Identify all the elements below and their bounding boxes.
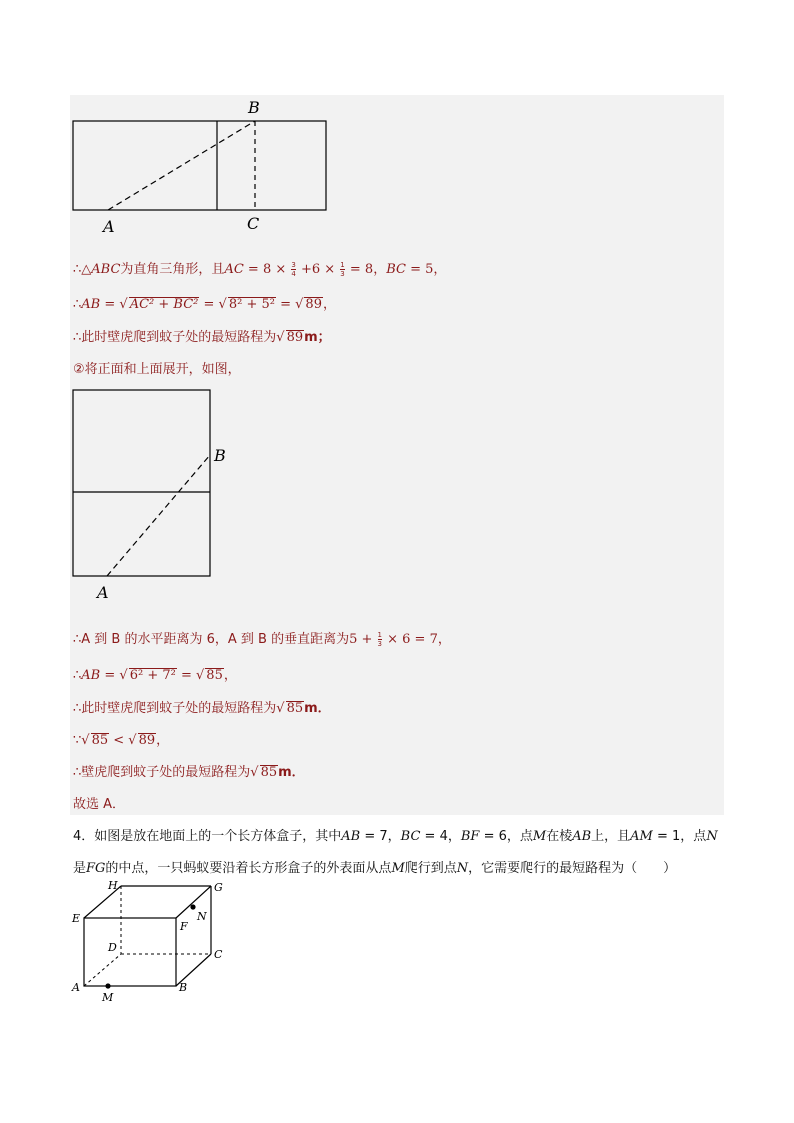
math: M: [532, 829, 547, 844]
math: AB: [341, 829, 361, 844]
label-d: D: [108, 941, 117, 954]
radicand: 85: [260, 765, 278, 780]
math: ABC: [91, 262, 121, 277]
solution-line-7: ∴此时壁虎爬到蚊子处的最短路程为√ 85m．: [73, 701, 331, 716]
text: ∴△: [73, 262, 92, 277]
point-n: [190, 904, 195, 909]
text: ∴此时壁虎爬到蚊子处的最短路程为: [73, 330, 277, 345]
label-h: H: [108, 879, 118, 892]
text: = 6，点: [479, 829, 533, 844]
point-m: [105, 983, 110, 988]
text: 上，且: [591, 829, 631, 844]
radicand: 8² + 5²: [228, 297, 275, 312]
math: AB: [81, 668, 101, 683]
text: 在棱: [546, 829, 573, 844]
math: AB: [81, 297, 101, 312]
math: N: [456, 861, 469, 876]
text: ∴: [73, 297, 82, 312]
denominator: 3: [340, 270, 345, 278]
math: =: [199, 297, 219, 312]
math: BC: [386, 262, 406, 277]
math: =: [100, 297, 120, 312]
text: ∴: [73, 668, 82, 683]
math: M: [391, 861, 405, 876]
label-a: A: [97, 583, 109, 602]
text: ∴此时壁虎爬到蚊子处的最短路程为: [73, 701, 277, 716]
text: ∴A 到 B 的水平距离为 6，A 到 B 的垂直距离为: [73, 632, 350, 647]
front-face: [84, 918, 176, 986]
math: AB: [572, 829, 592, 844]
math: =: [100, 668, 120, 683]
label-f: F: [180, 920, 188, 933]
text: ，它需要爬行的最短路程为（ ）: [468, 861, 677, 876]
label-c: C: [247, 214, 260, 233]
text: ，: [156, 733, 170, 748]
solution-line-9: ∴壁虎爬到蚊子处的最短路程为√ 85m．: [73, 765, 305, 780]
text: 的中点，一只蚂蚁要沿着长方形盒子的外表面从点: [105, 861, 392, 876]
label-b: B: [248, 98, 260, 117]
math: BF: [460, 829, 480, 844]
math: FG: [86, 861, 106, 876]
math: = 8 ×: [243, 262, 291, 277]
radicand: 89: [138, 733, 156, 748]
solution-line-3: ∴此时壁虎爬到蚊子处的最短路程为√ 89m；: [73, 330, 331, 345]
radicand: 85: [206, 668, 223, 683]
text: 是: [73, 861, 87, 876]
denominator: 4: [291, 270, 296, 278]
math: +6 ×: [296, 262, 340, 277]
radicand: 85: [286, 701, 304, 716]
text: 4．如图是放在地面上的一个长方体盒子，其中: [73, 829, 342, 844]
text: ，: [223, 668, 237, 683]
math: = 5，: [405, 262, 447, 277]
label-e: E: [72, 912, 81, 925]
radicand: 89: [305, 297, 322, 312]
math: 5 +: [349, 632, 377, 647]
math: BC: [400, 829, 421, 844]
radicand: 85: [91, 733, 109, 748]
label-m: M: [102, 991, 114, 1004]
numerator: 1: [340, 261, 345, 269]
label-n: N: [197, 910, 207, 923]
text: 爬行到点: [404, 861, 457, 876]
numerator: 1: [377, 631, 382, 639]
label-g: G: [214, 881, 223, 894]
numerator: 3: [291, 261, 296, 269]
label-c: C: [214, 948, 223, 961]
math: AM: [630, 829, 653, 844]
text: ∵: [73, 733, 82, 748]
unit: m．: [278, 765, 305, 780]
label-b: B: [214, 446, 226, 465]
unit: m；: [304, 330, 331, 345]
math: × 6 = 7，: [383, 632, 451, 647]
label-a: A: [72, 981, 80, 994]
solution-line-8: ∵√ 85 < √ 89，: [73, 733, 170, 748]
unit: m．: [304, 701, 331, 716]
math: =: [275, 297, 296, 312]
math: N: [706, 829, 718, 844]
label-b: B: [179, 981, 188, 994]
radicand: 89: [286, 330, 304, 345]
solution-line-2: ∴AB = √ AC² + BC² = √ 8² + 5² = √ 89，: [73, 297, 336, 312]
radicand: AC² + BC²: [129, 297, 199, 312]
edge-ad: [84, 954, 121, 986]
denominator: 3: [377, 640, 382, 648]
text: 故选 A．: [73, 797, 126, 812]
text: = 1，点: [652, 829, 707, 844]
text: 为直角三角形，且: [120, 262, 225, 277]
math: <: [109, 733, 129, 748]
math: AC: [224, 262, 244, 277]
math: =: [176, 668, 196, 683]
solution-line-6: ∴AB = √ 6² + 7² = √ 85，: [73, 668, 237, 683]
text: ②将正面和上面展开，如图，: [73, 362, 241, 377]
math: = 8，: [345, 262, 387, 277]
radicand: 6² + 7²: [129, 668, 176, 683]
text: ∴壁虎爬到蚊子处的最短路程为: [73, 765, 251, 780]
text: = 7，: [360, 829, 401, 844]
text: ，: [322, 297, 336, 312]
label-a: A: [103, 217, 115, 236]
text: = 4，: [420, 829, 461, 844]
